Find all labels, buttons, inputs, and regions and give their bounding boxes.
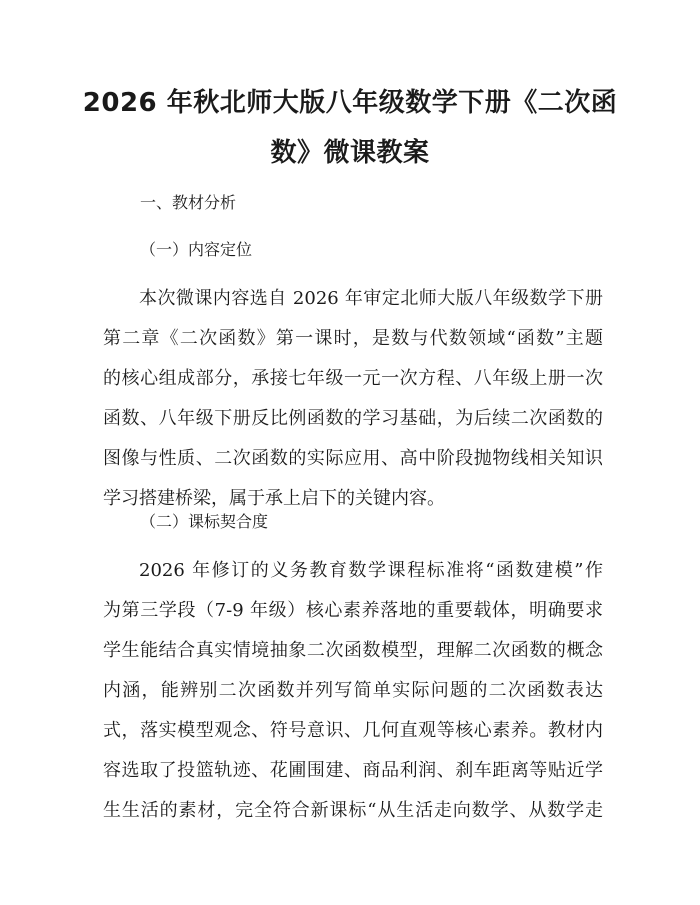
paragraph-line: 函数、八年级下册反比例函数的学习基础，为后续二次函数的 bbox=[103, 408, 603, 429]
paragraph-line: 本次微课内容选自 2026 年审定北师大版八年级数学下册 bbox=[139, 288, 603, 309]
paragraph-line: 生生活的素材，完全符合新课标“从生活走向数学、从数学走 bbox=[103, 800, 603, 821]
paragraph-line: 学生能结合真实情境抽象二次函数模型，理解二次函数的概念 bbox=[103, 640, 603, 661]
paragraph-line: 的核心组成部分，承接七年级一元一次方程、八年级上册一次 bbox=[103, 368, 603, 389]
paragraph-line: 图像与性质、二次函数的实际应用、高中阶段抛物线相关知识 bbox=[103, 448, 603, 469]
paragraph-content-positioning bbox=[103, 279, 603, 519]
subsection-heading: （二）课标契合度 bbox=[140, 512, 269, 531]
paragraph-line: 内涵，能辨别二次函数并列写简单实际问题的二次函数表达 bbox=[103, 680, 603, 701]
paragraph-line: 学习搭建桥梁，属于承上启下的关键内容。 bbox=[103, 488, 445, 509]
paragraph-curriculum-alignment bbox=[103, 551, 603, 831]
paragraph-line: 为第三学段（7-9 年级）核心素养落地的重要载体，明确要求 bbox=[103, 600, 603, 621]
paragraph-line: 式，落实模型观念、符号意识、几何直观等核心素养。教材内 bbox=[103, 720, 603, 741]
paragraph-line: 第二章《二次函数》第一课时，是数与代数领域“函数”主题 bbox=[103, 328, 603, 349]
title-line: 数》微课教案 bbox=[270, 138, 430, 168]
title-line: 2026 年秋北师大版八年级数学下册《二次函 bbox=[82, 88, 618, 118]
subsection-heading: （一）内容定位 bbox=[140, 240, 253, 259]
paragraph-line: 容选取了投篮轨迹、花圃围建、商品利润、刹车距离等贴近学 bbox=[103, 760, 603, 781]
paragraph-line: 2026 年修订的义务教育数学课程标准将“函数建模”作 bbox=[139, 560, 603, 581]
section-heading: 一、教材分析 bbox=[140, 193, 237, 212]
document-title bbox=[60, 78, 640, 178]
